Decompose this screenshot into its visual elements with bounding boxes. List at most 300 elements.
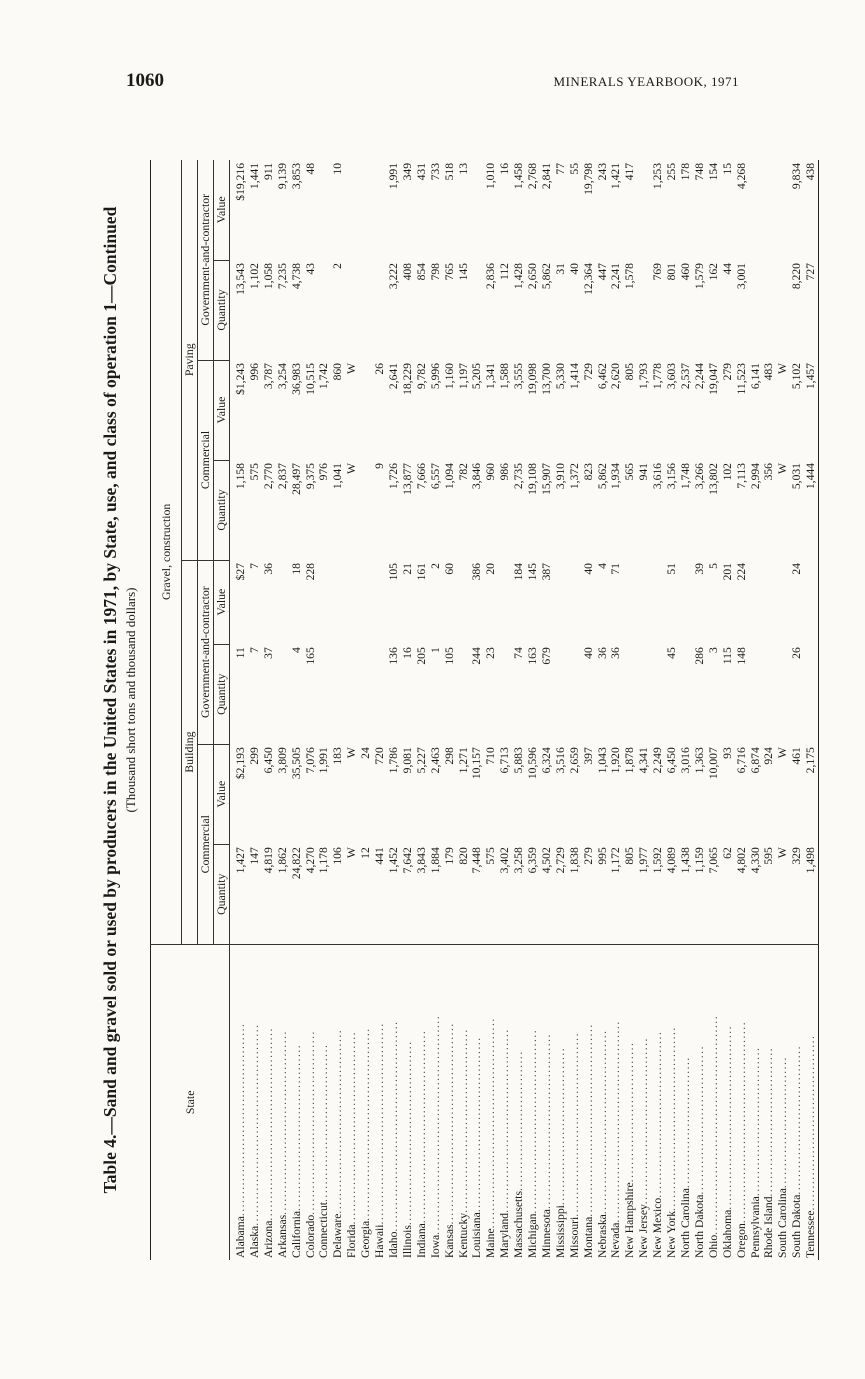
paving-commercial-value: 2,244 — [692, 363, 706, 390]
state-cell — [804, 944, 818, 1260]
paving-commercial-quantity — [359, 460, 373, 560]
state-name: Arizona — [261, 1220, 275, 1258]
state-name: Oklahoma — [720, 1209, 734, 1258]
paving-commercial-value: 6,462 — [595, 363, 609, 390]
building-government-value — [637, 560, 651, 644]
paving-commercial-quantity: 9,375 — [303, 463, 317, 490]
building-commercial-value: 461 — [790, 747, 804, 765]
paving-government-value: 3,853 — [289, 163, 303, 190]
building-commercial-value: 5,227 — [414, 747, 428, 774]
leader-dots: ........................................ — [539, 1033, 553, 1210]
paving-commercial-quantity: 1,158 — [234, 463, 247, 490]
paving-commercial-quantity: 1,094 — [442, 463, 456, 490]
table-row — [429, 160, 443, 1260]
building-government-value: 5 — [706, 563, 720, 569]
building-commercial-value: 1,271 — [456, 747, 470, 774]
paving-government-quantity: 5,862 — [539, 263, 553, 290]
building-commercial-value: 6,716 — [734, 747, 748, 774]
state-name: Delaware — [331, 1213, 345, 1258]
paving-commercial-value: 2,641 — [386, 363, 400, 390]
paving-government-quantity: 408 — [400, 263, 414, 281]
paving-commercial-value: $1,243 — [234, 363, 247, 395]
leader-dots: ............................................ — [261, 1027, 275, 1221]
paving-government-quantity: 7,235 — [275, 263, 289, 290]
state-name: California — [289, 1210, 303, 1258]
building-commercial-value: W — [345, 747, 359, 759]
paving-government-quantity: 1,578 — [623, 263, 637, 290]
paving-government-quantity: 112 — [498, 263, 512, 280]
building-commercial-value: 1,878 — [623, 747, 637, 774]
leader-dots: .................................... — [317, 1043, 331, 1202]
building-commercial-value: 1,786 — [386, 747, 400, 774]
building-commercial-quantity: 1,498 — [804, 847, 818, 874]
building-government-quantity: 74 — [512, 647, 526, 659]
paving-commercial-quantity: 28,497 — [289, 463, 303, 495]
state-name: Idaho — [386, 1231, 400, 1258]
state-name: Oregon — [734, 1223, 748, 1258]
paving-government-value: 748 — [692, 163, 706, 181]
paving-government-value — [762, 160, 776, 260]
state-cell — [679, 944, 693, 1260]
state-name: New Hampshire — [623, 1182, 637, 1258]
leader-dots: .............................................. — [247, 1023, 261, 1226]
building-government-quantity — [317, 644, 331, 744]
paving-government-quantity: 31 — [553, 263, 567, 275]
building-commercial-quantity: 4,270 — [303, 847, 317, 874]
building-commercial-value: 24 — [359, 747, 373, 759]
building-commercial-value: 6,450 — [261, 747, 275, 774]
paving-government-value: 154 — [706, 163, 720, 181]
state-cell — [429, 944, 443, 1260]
paving-government-value: 911 — [261, 163, 275, 180]
building-government-value: 184 — [512, 563, 526, 581]
paving-commercial-quantity: 6,557 — [428, 463, 442, 490]
paving-commercial-quantity: 565 — [623, 463, 637, 481]
state-name: Ohio — [706, 1234, 720, 1258]
paving-commercial-quantity: 102 — [720, 463, 734, 481]
building-government-quantity — [554, 644, 568, 744]
table-row — [735, 160, 749, 1260]
table-row — [373, 160, 387, 1260]
building-commercial-value: 10,596 — [526, 747, 540, 780]
paving-commercial-quantity: 823 — [581, 463, 595, 481]
table-row — [387, 160, 401, 1260]
table-row — [749, 160, 763, 1260]
table-title: Table 4.—Sand and gravel sold or used by producers in the United States in 1971, by State, use, and class of operation 1—Continued — [100, 206, 120, 1194]
paving-government-quantity: 447 — [595, 263, 609, 281]
building-government-quantity — [776, 644, 790, 744]
building-commercial-quantity: 1,977 — [637, 847, 651, 874]
paving-commercial-value: 26 — [373, 363, 387, 375]
leader-dots: .................................... — [553, 1046, 567, 1206]
table-row — [776, 160, 790, 1260]
building-government-quantity — [651, 644, 665, 744]
building-government-value — [345, 560, 359, 644]
paving-commercial-quantity: 2,735 — [512, 463, 526, 490]
paving-commercial-value: 5,330 — [553, 363, 567, 390]
building-government-value — [568, 560, 582, 644]
paving-commercial-value: 860 — [331, 363, 345, 381]
building-commercial-value: 35,505 — [289, 747, 303, 780]
paving-government-value — [317, 160, 331, 260]
state-name: Illinois — [400, 1225, 414, 1258]
building-government-value: 40 — [581, 563, 595, 575]
building-government-quantity — [749, 644, 763, 744]
table-row — [290, 160, 304, 1260]
paving-commercial-value: 2,537 — [679, 363, 692, 390]
state-name: Nebraska — [595, 1214, 609, 1258]
paving-government-value: 417 — [623, 163, 637, 181]
state-name: Maryland — [498, 1212, 512, 1258]
state-name: Louisiana — [470, 1212, 484, 1258]
building-commercial-header: Commercial — [198, 744, 214, 944]
building-commercial-quantity: 3,402 — [498, 847, 512, 874]
building-government-quantity: 23 — [484, 647, 498, 659]
paving-government-quantity: 44 — [720, 263, 734, 275]
building-government-quantity: 36 — [609, 647, 623, 659]
table-row — [693, 160, 707, 1260]
paving-commercial-value: 10,515 — [303, 363, 317, 395]
building-government-value — [359, 560, 373, 644]
table-row — [331, 160, 345, 1260]
paving-commercial-quantity: W — [345, 463, 359, 474]
paving-government-quantity: 1,428 — [512, 263, 526, 290]
page-number: 1060 — [126, 70, 164, 91]
paving-commercial-quantity: 976 — [317, 463, 331, 481]
state-cell — [568, 944, 582, 1260]
building-government-quantity: 136 — [386, 647, 400, 665]
building-government-quantity: 3 — [706, 647, 720, 654]
paving-commercial-quantity: 1,934 — [609, 463, 623, 490]
paving-commercial-quantity: 2,837 — [275, 463, 289, 490]
table-row — [721, 160, 735, 1260]
table-row — [582, 160, 596, 1260]
building-government-value: 51 — [665, 563, 679, 575]
building-commercial-quantity: 7,642 — [400, 847, 414, 874]
leader-dots: ................................ — [512, 1050, 526, 1192]
state-name: Iowa — [428, 1234, 442, 1258]
state-name: Alabama — [234, 1216, 247, 1258]
building-commercial-quantity: 1,427 — [234, 847, 247, 874]
building-government-value: 39 — [692, 563, 706, 575]
paving-commercial-quantity: 3,910 — [553, 463, 567, 490]
state-name: Montana — [581, 1216, 595, 1258]
building-commercial-value: 10,007 — [706, 747, 720, 780]
paving-commercial-value: 13,700 — [539, 363, 553, 395]
building-commercial-quantity: 441 — [373, 847, 387, 865]
state-name: North Carolina — [679, 1188, 692, 1258]
state-name: Missouri — [567, 1216, 581, 1258]
building-commercial-value: 710 — [484, 747, 498, 765]
data-table — [150, 160, 819, 1260]
state-cell — [230, 944, 248, 1260]
building-commercial-quantity: 575 — [484, 847, 498, 865]
leader-dots: ................................................ — [484, 1017, 498, 1229]
paving-government-value: 19,798 — [581, 163, 595, 195]
paving-commercial-value: 9,782 — [414, 363, 428, 390]
building-commercial-quantity: 329 — [790, 847, 804, 865]
paving-header: Paving — [182, 160, 198, 560]
paving-government-quantity: 727 — [804, 263, 818, 281]
paving-government-value: 178 — [679, 163, 692, 181]
paving-government-header: Government-and-contractor — [198, 160, 214, 360]
paving-commercial-quantity: 7,666 — [414, 463, 428, 490]
paving-commercial-quantity: 575 — [247, 463, 261, 481]
paving-government-value: 1,458 — [512, 163, 526, 190]
leader-dots: .......................................... — [526, 1028, 540, 1214]
building-commercial-value: 1,920 — [609, 747, 623, 774]
page-header — [126, 70, 739, 100]
state-cell — [470, 944, 484, 1260]
paving-government-quantity — [470, 260, 484, 360]
building-government-header: Government-and-contractor — [198, 560, 214, 744]
table-row — [345, 160, 359, 1260]
paving-commercial-quantity: 986 — [498, 463, 512, 481]
state-cell — [345, 944, 359, 1260]
building-commercial-quantity: 2,729 — [553, 847, 567, 874]
paving-commercial-value: 279 — [720, 363, 734, 381]
state-name: Indiana — [414, 1223, 428, 1258]
building-government-quantity — [679, 644, 693, 744]
building-government-quantity: 7 — [247, 647, 261, 654]
paving-government-quantity — [373, 260, 387, 360]
building-government-value: 4 — [595, 563, 609, 569]
building-commercial-quantity: 4,089 — [665, 847, 679, 874]
paving-commercial-quantity: 1,726 — [386, 463, 400, 490]
building-government-value: 161 — [414, 563, 428, 581]
paving-commercial-quantity: 941 — [637, 463, 651, 481]
building-commercial-quantity: 3,843 — [414, 847, 428, 874]
building-commercial-quantity: 1,172 — [609, 847, 623, 874]
leader-dots: ............................................ — [581, 1023, 595, 1217]
state-cell — [401, 944, 415, 1260]
leader-dots: .......................................... — [275, 1030, 289, 1215]
table-row — [790, 160, 804, 1260]
building-commercial-quantity: 62 — [720, 847, 734, 859]
state-name: New Mexico — [651, 1197, 665, 1258]
paving-government-quantity — [776, 260, 790, 360]
paving-government-quantity: 43 — [303, 263, 317, 275]
state-cell — [415, 944, 429, 1260]
state-header: State — [151, 944, 230, 1260]
building-commercial-value: 397 — [581, 747, 595, 765]
state-name: Rhode Island — [762, 1196, 776, 1258]
state-cell — [331, 944, 345, 1260]
building-government-quantity — [637, 644, 651, 744]
paving-commercial-value: 996 — [247, 363, 261, 381]
building-government-quantity — [359, 644, 373, 744]
leader-dots: .......................................... — [400, 1040, 414, 1226]
table-row — [596, 160, 610, 1260]
building-government-quantity: 36 — [595, 647, 609, 659]
paving-commercial-quantity: 1,041 — [331, 463, 345, 490]
paving-government-quantity: 4,738 — [289, 263, 303, 290]
building-government-value: 2 — [428, 563, 442, 569]
paving-government-value: 1,253 — [651, 163, 665, 190]
building-government-value — [762, 560, 776, 644]
paving-commercial-quantity: 3,616 — [651, 463, 665, 490]
value-header: Value — [214, 744, 230, 844]
paving-government-quantity: 40 — [567, 263, 581, 275]
leader-dots: .............................................. — [373, 1022, 387, 1225]
table-row — [230, 160, 248, 1260]
state-name: Florida — [345, 1224, 359, 1258]
building-government-quantity: 679 — [539, 647, 553, 665]
leader-dots: .............................................. — [442, 1022, 456, 1225]
state-name: Kentucky — [456, 1212, 470, 1258]
state-cell — [317, 944, 331, 1260]
building-government-quantity: 11 — [234, 647, 247, 659]
leader-dots: ............................................ — [234, 1022, 247, 1217]
building-commercial-quantity: 1,452 — [386, 847, 400, 874]
building-government-value — [651, 560, 665, 644]
paving-commercial-quantity: 356 — [762, 463, 776, 481]
state-name: Pennsylvania — [748, 1196, 762, 1258]
leader-dots: ........................................ — [470, 1036, 484, 1213]
paving-commercial-value: 1,414 — [567, 363, 581, 390]
building-commercial-value: 10,157 — [470, 747, 484, 780]
paving-government-quantity: 765 — [442, 263, 456, 281]
state-cell — [707, 944, 721, 1260]
leader-dots: .............................................. — [609, 1020, 623, 1223]
paving-government-quantity — [762, 260, 776, 360]
state-name: Michigan — [526, 1213, 540, 1258]
building-government-value — [554, 560, 568, 644]
leader-dots: .............................. — [679, 1056, 692, 1189]
paving-commercial-quantity: 1,748 — [679, 463, 692, 490]
state-name: Kansas — [442, 1224, 456, 1258]
paving-commercial-value: 11,523 — [734, 363, 748, 395]
paving-commercial-quantity: 3,156 — [665, 463, 679, 490]
table-row — [540, 160, 554, 1260]
paving-commercial-quantity: 13,802 — [706, 463, 720, 495]
building-commercial-value: 6,874 — [748, 747, 762, 774]
building-commercial-quantity: 1,178 — [317, 847, 331, 874]
leader-dots: .................................................. — [428, 1014, 442, 1235]
building-commercial-value: 93 — [720, 747, 734, 759]
building-commercial-value: 3,016 — [679, 747, 692, 774]
paving-commercial-quantity: 19,108 — [526, 463, 540, 495]
table-row — [554, 160, 568, 1260]
building-commercial-value: 5,883 — [512, 747, 526, 774]
leader-dots: .......................................... — [595, 1029, 609, 1215]
building-government-quantity: 244 — [470, 647, 484, 665]
quantity-header: Quantity — [214, 644, 230, 744]
building-commercial-quantity: 7,448 — [470, 847, 484, 874]
building-government-value — [317, 560, 331, 644]
paving-commercial-value: 1,588 — [498, 363, 512, 390]
paving-commercial-value: 18,229 — [400, 363, 414, 395]
building-government-quantity — [276, 644, 290, 744]
building-commercial-value: 298 — [442, 747, 456, 765]
state-cell — [526, 944, 540, 1260]
building-commercial-value: 6,450 — [665, 747, 679, 774]
paving-commercial-value: 1,742 — [317, 363, 331, 390]
paving-commercial-quantity: 5,862 — [595, 463, 609, 490]
leader-dots: .............................................. — [734, 1020, 748, 1224]
building-government-value — [679, 560, 693, 644]
building-government-quantity: 4 — [289, 647, 303, 654]
building-government-quantity: 163 — [526, 647, 540, 665]
paving-commercial-quantity: 1,372 — [567, 463, 581, 490]
running-head: MINERALS YEARBOOK, 1971 — [553, 74, 739, 89]
building-government-quantity — [568, 644, 582, 744]
value-header: Value — [214, 360, 230, 460]
building-government-quantity — [457, 644, 471, 744]
state-cell — [623, 944, 637, 1260]
building-commercial-quantity: 279 — [581, 847, 595, 865]
leader-dots: ............................................ — [414, 1029, 428, 1224]
building-government-quantity — [345, 644, 359, 744]
paving-commercial-quantity: 3,266 — [692, 463, 706, 490]
paving-commercial-value: 3,555 — [512, 363, 526, 390]
state-name: Mississippi — [553, 1205, 567, 1258]
rotated-table-block — [100, 130, 818, 1270]
state-cell — [540, 944, 554, 1260]
building-commercial-value: 1,991 — [317, 747, 331, 774]
building-government-value: 18 — [289, 563, 303, 575]
paving-government-value: 15 — [720, 163, 734, 175]
building-government-quantity: 148 — [734, 647, 748, 665]
paving-commercial-value: 5,996 — [428, 363, 442, 390]
building-government-value: 60 — [442, 563, 456, 575]
table-row — [707, 160, 721, 1260]
state-cell — [457, 944, 471, 1260]
building-government-value — [373, 560, 387, 644]
table-row — [276, 160, 290, 1260]
leader-dots: .......................................... — [720, 1024, 734, 1210]
state-cell — [276, 944, 290, 1260]
state-cell — [554, 944, 568, 1260]
paving-government-value — [359, 160, 373, 260]
table-row — [317, 160, 331, 1260]
building-commercial-quantity: 3,258 — [512, 847, 526, 874]
table-row — [359, 160, 373, 1260]
building-government-value: 145 — [526, 563, 540, 581]
building-commercial-value: 2,659 — [567, 747, 581, 774]
building-government-quantity — [762, 644, 776, 744]
building-government-quantity — [623, 644, 637, 744]
state-name: Arkansas — [275, 1214, 289, 1258]
building-government-value — [276, 560, 290, 644]
building-commercial-quantity: 24,822 — [289, 847, 303, 880]
paving-commercial-quantity: 3,846 — [470, 463, 484, 490]
paving-government-quantity: 2,836 — [484, 263, 498, 290]
building-government-value — [804, 560, 818, 644]
state-cell — [735, 944, 749, 1260]
table-row — [651, 160, 665, 1260]
paving-government-quantity: 2,241 — [609, 263, 623, 290]
paving-commercial-value — [359, 360, 373, 460]
table-row — [679, 160, 693, 1260]
building-government-value: 20 — [484, 563, 498, 575]
paving-commercial-quantity: 9 — [373, 463, 387, 469]
state-name: Colorado — [303, 1214, 317, 1258]
paving-government-quantity: 854 — [414, 263, 428, 281]
leader-dots: ............................................ — [345, 1030, 359, 1225]
paving-commercial-value: 2,620 — [609, 363, 623, 390]
building-government-value — [331, 560, 345, 644]
building-government-quantity: 45 — [665, 647, 679, 659]
paving-commercial-value: 3,787 — [261, 363, 275, 390]
paving-commercial-value: 5,102 — [790, 363, 804, 390]
building-commercial-quantity: 805 — [623, 847, 637, 865]
paving-commercial-quantity: 782 — [456, 463, 470, 481]
paving-government-quantity: 3,222 — [386, 263, 400, 290]
state-cell — [373, 944, 387, 1260]
building-government-quantity: 16 — [400, 647, 414, 659]
table-row — [512, 160, 526, 1260]
